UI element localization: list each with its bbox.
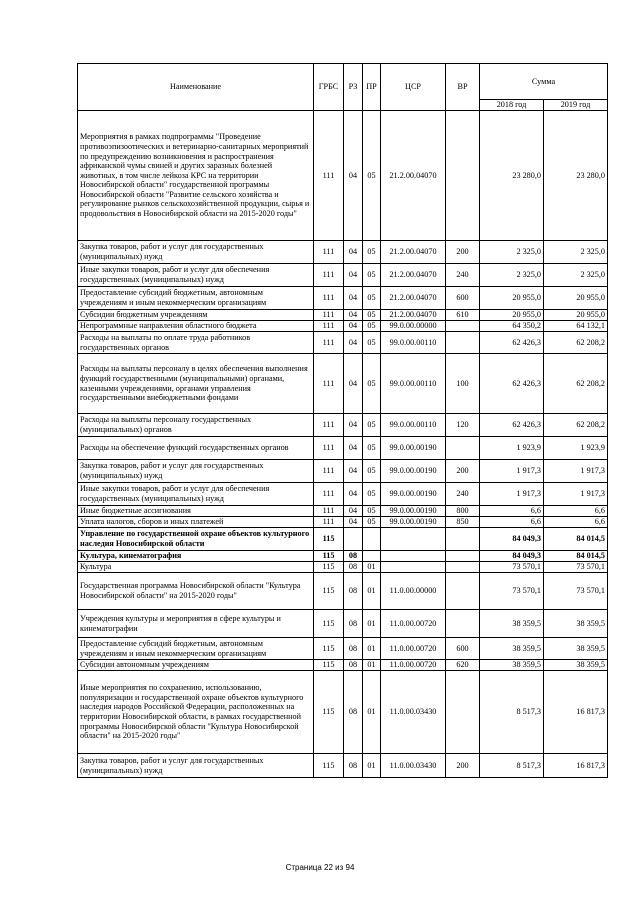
row-name-cell: Закупка товаров, работ и услуг для государственных (муниципальных) нужд [78, 754, 314, 778]
row-pr-cell: 01 [363, 573, 381, 610]
row-rz-cell: 04 [344, 111, 363, 241]
row-name-cell: Учреждения культуры и мероприятия в сфере культуры и кинематографии [78, 610, 314, 638]
row-vr-cell [446, 562, 480, 573]
row-csr-cell: 11.0.00.00720 [381, 638, 446, 660]
row-rz-cell: 04 [344, 414, 363, 437]
row-grbs-cell: 111 [314, 517, 344, 528]
table-row [78, 573, 608, 610]
row-grbs-cell: 111 [314, 354, 344, 414]
row-sum-2019-cell: 38 359,5 [544, 610, 608, 638]
row-rz-cell: 04 [344, 483, 363, 506]
row-csr-cell: 99.0.00.00190 [381, 483, 446, 506]
row-sum-2019-cell: 73 570,1 [544, 573, 608, 610]
row-pr-cell: 05 [363, 241, 381, 264]
row-vr-cell: 610 [446, 310, 480, 321]
header-csr: ЦСР [381, 64, 446, 111]
row-grbs-cell: 111 [314, 321, 344, 332]
row-sum-2019-cell: 64 132,1 [544, 321, 608, 332]
table-body [78, 111, 608, 778]
row-grbs-cell: 111 [314, 241, 344, 264]
header-sum: Сумма [480, 64, 608, 100]
row-csr-cell: 99.0.00.00190 [381, 437, 446, 460]
row-vr-cell [446, 671, 480, 754]
row-sum-2018-cell: 38 359,5 [480, 660, 544, 671]
row-grbs-cell: 115 [314, 573, 344, 610]
table-row [78, 528, 608, 551]
row-sum-2018-cell: 8 517,3 [480, 671, 544, 754]
row-rz-cell: 08 [344, 660, 363, 671]
row-rz-cell: 04 [344, 264, 363, 287]
row-vr-cell: 800 [446, 506, 480, 517]
row-vr-cell [446, 610, 480, 638]
budget-table [77, 63, 608, 778]
row-sum-2019-cell: 16 817,3 [544, 671, 608, 754]
row-csr-cell: 99.0.00.00190 [381, 460, 446, 483]
table-row [78, 354, 608, 414]
row-pr-cell [363, 551, 381, 562]
row-vr-cell: 200 [446, 754, 480, 778]
row-sum-2019-cell: 62 208,2 [544, 354, 608, 414]
row-sum-2019-cell: 38 359,5 [544, 638, 608, 660]
header-year-2019: 2019 год [544, 100, 608, 111]
row-vr-cell [446, 437, 480, 460]
row-sum-2019-cell: 20 955,0 [544, 287, 608, 310]
row-grbs-cell: 115 [314, 660, 344, 671]
row-rz-cell: 08 [344, 754, 363, 778]
row-rz-cell: 04 [344, 517, 363, 528]
row-rz-cell: 08 [344, 573, 363, 610]
row-name-cell: Предоставление субсидий бюджетным, автономным учреждениям и иным некоммерческим организациям [78, 287, 314, 310]
row-vr-cell: 200 [446, 460, 480, 483]
row-name-cell: Культура, кинематография [78, 551, 314, 562]
row-grbs-cell: 115 [314, 671, 344, 754]
row-rz-cell: 08 [344, 562, 363, 573]
row-grbs-cell: 111 [314, 483, 344, 506]
table-row [78, 460, 608, 483]
row-grbs-cell: 111 [314, 460, 344, 483]
row-name-cell: Расходы на выплаты персоналу государственных (муниципальных) органов [78, 414, 314, 437]
table-row [78, 241, 608, 264]
row-pr-cell: 05 [363, 517, 381, 528]
row-name-cell: Расходы на выплаты по оплате труда работников государственных органов [78, 332, 314, 354]
row-name-cell: Государственная программа Новосибирской области "Культура Новосибирской области" на 2015-2020 годы" [78, 573, 314, 610]
header-pr: ПР [363, 64, 381, 111]
row-rz-cell: 08 [344, 551, 363, 562]
row-sum-2018-cell: 2 325,0 [480, 241, 544, 264]
row-sum-2018-cell: 84 049,3 [480, 551, 544, 562]
row-sum-2019-cell: 84 014,5 [544, 528, 608, 551]
row-sum-2018-cell: 38 359,5 [480, 638, 544, 660]
row-grbs-cell: 115 [314, 610, 344, 638]
row-grbs-cell: 111 [314, 111, 344, 241]
row-pr-cell: 05 [363, 437, 381, 460]
row-sum-2018-cell: 84 049,3 [480, 528, 544, 551]
row-pr-cell: 01 [363, 562, 381, 573]
row-grbs-cell: 111 [314, 287, 344, 310]
row-sum-2019-cell: 1 917,3 [544, 460, 608, 483]
header-rz: РЗ [344, 64, 363, 111]
row-pr-cell: 05 [363, 264, 381, 287]
row-vr-cell: 600 [446, 287, 480, 310]
row-csr-cell: 21.2.00.04070 [381, 241, 446, 264]
row-sum-2018-cell: 20 955,0 [480, 287, 544, 310]
row-sum-2019-cell: 20 955,0 [544, 310, 608, 321]
row-vr-cell: 100 [446, 354, 480, 414]
row-rz-cell: 04 [344, 287, 363, 310]
row-pr-cell: 01 [363, 754, 381, 778]
row-sum-2018-cell: 2 325,0 [480, 264, 544, 287]
row-name-cell: Иные закупки товаров, работ и услуг для обеспечения государственных (муниципальных) нужд [78, 264, 314, 287]
header-grbs: ГРБС [314, 64, 344, 111]
row-rz-cell: 04 [344, 332, 363, 354]
row-csr-cell: 21.2.00.04070 [381, 287, 446, 310]
row-csr-cell: 11.0.00.03430 [381, 671, 446, 754]
table-row [78, 437, 608, 460]
row-name-cell: Субсидии автономным учреждениям [78, 660, 314, 671]
table-row [78, 660, 608, 671]
row-rz-cell: 04 [344, 437, 363, 460]
row-rz-cell: 04 [344, 506, 363, 517]
row-name-cell: Предоставление субсидий бюджетным, автономным учреждениям и иным некоммерческим организациям [78, 638, 314, 660]
row-csr-cell: 21.2.00.04070 [381, 264, 446, 287]
row-sum-2019-cell: 73 570,1 [544, 562, 608, 573]
row-sum-2018-cell: 1 917,3 [480, 460, 544, 483]
table-row [78, 754, 608, 778]
row-csr-cell: 11.0.00.00720 [381, 660, 446, 671]
row-sum-2019-cell: 62 208,2 [544, 332, 608, 354]
table-header [78, 64, 608, 111]
row-name-cell: Закупка товаров, работ и услуг для государственных (муниципальных) нужд [78, 460, 314, 483]
row-sum-2019-cell: 2 325,0 [544, 241, 608, 264]
table-row [78, 517, 608, 528]
row-vr-cell: 620 [446, 660, 480, 671]
table-row [78, 671, 608, 754]
row-sum-2018-cell: 62 426,3 [480, 332, 544, 354]
row-csr-cell: 11.0.00.00000 [381, 573, 446, 610]
row-vr-cell: 850 [446, 517, 480, 528]
row-name-cell: Управление по государственной охране объектов культурного наследия Новосибирской области [78, 528, 314, 551]
row-name-cell: Иные закупки товаров, работ и услуг для обеспечения государственных (муниципальных) нужд [78, 483, 314, 506]
row-sum-2019-cell: 2 325,0 [544, 264, 608, 287]
row-csr-cell: 99.0.00.00000 [381, 321, 446, 332]
row-grbs-cell: 115 [314, 528, 344, 551]
row-sum-2018-cell: 38 359,5 [480, 610, 544, 638]
row-sum-2018-cell: 62 426,3 [480, 414, 544, 437]
row-grbs-cell: 111 [314, 310, 344, 321]
row-grbs-cell: 111 [314, 414, 344, 437]
row-sum-2018-cell: 6,6 [480, 517, 544, 528]
row-name-cell: Расходы на выплаты персоналу в целях обеспечения выполнения функций государственными (муниципальными) органами, казенными учреждениями, органами управления государственными внебюджетными фондами [78, 354, 314, 414]
row-grbs-cell: 115 [314, 638, 344, 660]
row-pr-cell: 05 [363, 460, 381, 483]
row-sum-2018-cell: 73 570,1 [480, 562, 544, 573]
row-grbs-cell: 115 [314, 562, 344, 573]
row-sum-2018-cell: 6,6 [480, 506, 544, 517]
row-grbs-cell: 111 [314, 437, 344, 460]
row-sum-2018-cell: 1 917,3 [480, 483, 544, 506]
row-csr-cell [381, 551, 446, 562]
row-grbs-cell: 111 [314, 506, 344, 517]
row-sum-2019-cell: 84 014,5 [544, 551, 608, 562]
row-csr-cell: 11.0.00.00720 [381, 610, 446, 638]
row-rz-cell: 04 [344, 241, 363, 264]
row-pr-cell: 05 [363, 483, 381, 506]
row-sum-2018-cell: 62 426,3 [480, 354, 544, 414]
row-sum-2019-cell: 16 817,3 [544, 754, 608, 778]
row-name-cell: Культура [78, 562, 314, 573]
row-sum-2018-cell: 73 570,1 [480, 573, 544, 610]
header-year-2018: 2018 год [480, 100, 544, 111]
row-name-cell: Иные бюджетные ассигнования [78, 506, 314, 517]
row-vr-cell [446, 332, 480, 354]
row-name-cell: Субсидии бюджетным учреждениям [78, 310, 314, 321]
row-rz-cell: 08 [344, 610, 363, 638]
row-vr-cell: 200 [446, 241, 480, 264]
row-sum-2019-cell: 6,6 [544, 517, 608, 528]
row-csr-cell: 99.0.00.00110 [381, 354, 446, 414]
row-sum-2019-cell: 62 208,2 [544, 414, 608, 437]
row-csr-cell: 99.0.00.00110 [381, 332, 446, 354]
row-csr-cell: 21.2.00.04070 [381, 310, 446, 321]
table-row [78, 638, 608, 660]
row-sum-2018-cell: 8 517,3 [480, 754, 544, 778]
row-name-cell: Иные мероприятия по сохранению, использованию, популяризации и государственной охране объектов культурного наследия народов Российской Федерации, расположенных на территории Новосибирской области, в рамках государственной программы Новосибирской области "Культура Новосибирской области" на 2015-2020 годы" [78, 671, 314, 754]
row-vr-cell [446, 551, 480, 562]
row-name-cell: Расходы на обеспечение функций государственных органов [78, 437, 314, 460]
row-pr-cell: 05 [363, 321, 381, 332]
row-sum-2019-cell: 38 359,5 [544, 660, 608, 671]
table-row [78, 321, 608, 332]
row-vr-cell [446, 321, 480, 332]
table-row [78, 111, 608, 241]
row-sum-2019-cell: 1 923,9 [544, 437, 608, 460]
table-row [78, 506, 608, 517]
row-rz-cell: 08 [344, 671, 363, 754]
row-csr-cell [381, 562, 446, 573]
row-vr-cell [446, 528, 480, 551]
row-csr-cell: 21.2.00.04070 [381, 111, 446, 241]
row-grbs-cell: 115 [314, 754, 344, 778]
row-vr-cell: 240 [446, 264, 480, 287]
row-csr-cell [381, 528, 446, 551]
row-csr-cell: 99.0.00.00190 [381, 506, 446, 517]
row-sum-2019-cell: 6,6 [544, 506, 608, 517]
table-row [78, 562, 608, 573]
row-grbs-cell: 111 [314, 264, 344, 287]
row-name-cell: Уплата налогов, сборов и иных платежей [78, 517, 314, 528]
row-pr-cell: 05 [363, 332, 381, 354]
row-csr-cell: 99.0.00.00190 [381, 517, 446, 528]
row-rz-cell: 08 [344, 638, 363, 660]
row-csr-cell: 99.0.00.00110 [381, 414, 446, 437]
table-row [78, 610, 608, 638]
row-rz-cell: 04 [344, 460, 363, 483]
table-row [78, 483, 608, 506]
row-grbs-cell: 111 [314, 332, 344, 354]
header-vr: ВР [446, 64, 480, 111]
table-row [78, 414, 608, 437]
row-sum-2018-cell: 64 350,2 [480, 321, 544, 332]
row-rz-cell: 04 [344, 354, 363, 414]
table-row [78, 551, 608, 562]
row-pr-cell: 01 [363, 638, 381, 660]
row-vr-cell: 240 [446, 483, 480, 506]
row-sum-2018-cell: 20 955,0 [480, 310, 544, 321]
row-grbs-cell: 115 [314, 551, 344, 562]
row-name-cell: Закупка товаров, работ и услуг для государственных (муниципальных) нужд [78, 241, 314, 264]
row-vr-cell [446, 573, 480, 610]
row-sum-2018-cell: 1 923,9 [480, 437, 544, 460]
row-vr-cell: 120 [446, 414, 480, 437]
row-sum-2019-cell: 1 917,3 [544, 483, 608, 506]
row-pr-cell: 05 [363, 111, 381, 241]
row-vr-cell [446, 111, 480, 241]
row-name-cell: Мероприятия в рамках подпрограммы "Проведение противоэпизоотических и ветеринарно-санитарных мероприятий по предупреждению возникновения и распространения африканской чумы свиней и других заразных болезней животных, в том числе лейкоза КРС на территории Новосибирской области" государственной программы Новосибирской области "Развитие сельского хозяйства и регулирование рынков сельскохозяйственной продукции, сырья и продовольствия в Новосибирской области на 2015-2020 годы" [78, 111, 314, 241]
row-pr-cell: 05 [363, 414, 381, 437]
row-pr-cell: 05 [363, 310, 381, 321]
row-rz-cell [344, 528, 363, 551]
row-pr-cell: 05 [363, 506, 381, 517]
header-name: Наименование [78, 64, 314, 111]
row-pr-cell: 05 [363, 354, 381, 414]
row-csr-cell: 11.0.00.03430 [381, 754, 446, 778]
row-pr-cell: 01 [363, 660, 381, 671]
page-number: Страница 22 из 94 [285, 863, 355, 872]
row-name-cell: Непрограммные направления областного бюджета [78, 321, 314, 332]
row-pr-cell: 01 [363, 610, 381, 638]
row-pr-cell: 05 [363, 287, 381, 310]
table-row [78, 287, 608, 310]
row-rz-cell: 04 [344, 310, 363, 321]
row-rz-cell: 04 [344, 321, 363, 332]
table-row [78, 264, 608, 287]
row-sum-2019-cell: 23 280,0 [544, 111, 608, 241]
table-row [78, 332, 608, 354]
row-vr-cell: 600 [446, 638, 480, 660]
row-pr-cell [363, 528, 381, 551]
row-pr-cell: 01 [363, 671, 381, 754]
row-sum-2018-cell: 23 280,0 [480, 111, 544, 241]
table-row [78, 310, 608, 321]
